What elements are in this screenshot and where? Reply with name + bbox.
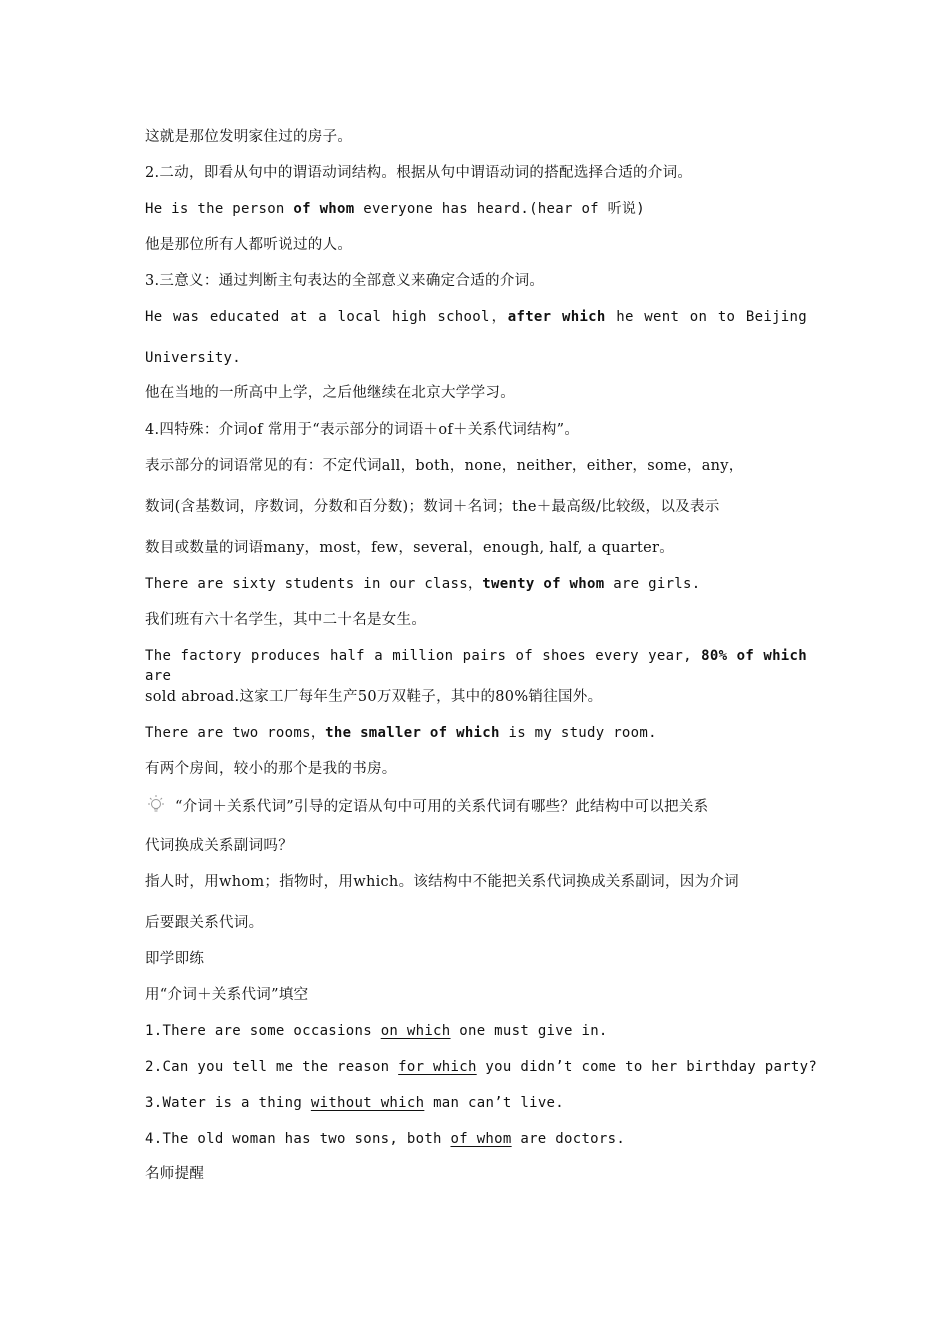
example-sentence: He was educated at a local high school，after which he went on to Beijing xyxy=(145,309,807,325)
example-sentence-continued: sold abroad.这家工厂每年生产50万双鞋子，其中的80%销往国外。 xyxy=(145,689,603,705)
example-sentence: He is the person of whom everyone has heard.(hear of 听说) xyxy=(145,201,645,217)
explanation-line: 表示部分的词语常见的有：不定代词all，both，none，neither，either，some，any， xyxy=(145,458,744,474)
rule-four-heading: 4.四特殊：介词of 常用于“表示部分的词语＋of＋关系代词结构”。 xyxy=(145,422,580,438)
question-line: “介词＋关系代词”引导的定语从句中可用的关系代词有哪些？此结构中可以把关系 xyxy=(175,799,709,815)
exercise-item: 1.There are some occasions on which one must give in. xyxy=(145,1023,608,1039)
practice-instruction: 用“介词＋关系代词”填空 xyxy=(145,987,309,1003)
answer-blank: on which xyxy=(380,1023,451,1039)
explanation-line: 数词(含基数词，序数词，分数和百分数)；数词＋名词；the＋最高级/比较级，以及表示 xyxy=(145,499,720,515)
example-sentence: There are two rooms，the smaller of which is my study room. xyxy=(145,725,657,741)
exercise-item: 2.Can you tell me the reason for which you didn’t come to her birthday party? xyxy=(145,1059,818,1075)
highlight-phrase: after which xyxy=(507,309,606,325)
exercise-item: 3.Water is a thing without which man can’t live. xyxy=(145,1095,565,1111)
translation-line: 他是那位所有人都听说过的人。 xyxy=(145,237,353,253)
question-line: 代词换成关系副词吗？ xyxy=(145,838,293,854)
highlight-phrase: of whom xyxy=(293,201,355,217)
rule-three-heading: 3.三意义：通过判断主句表达的全部意义来确定合适的介词。 xyxy=(145,273,545,289)
translation-line: 这就是那位发明家住过的房子。 xyxy=(145,129,353,145)
answer-blank: without which xyxy=(310,1095,425,1111)
lightbulb-icon xyxy=(145,794,167,816)
explanation-line: 数目或数量的词语many，most，few，several，enough, half, a quarter。 xyxy=(145,540,675,556)
translation-line: 有两个房间，较小的那个是我的书房。 xyxy=(145,761,397,777)
answer-line: 指人时，用whom；指物时，用which。该结构中不能把关系代词换成关系副词，因为介词 xyxy=(145,874,739,890)
answer-blank: for which xyxy=(398,1059,477,1075)
answer-blank: of whom xyxy=(450,1131,512,1147)
rule-two-heading: 2.二动，即看从句中的谓语动词结构。根据从句中谓语动词的搭配选择合适的介词。 xyxy=(145,165,693,181)
example-sentence: The factory produces half a million pairs of shoes every year, 80% of which are xyxy=(145,648,807,684)
example-sentence-continued: University. xyxy=(145,350,242,366)
tips-heading: 名师提醒 xyxy=(145,1166,205,1182)
answer-line: 后要跟关系代词。 xyxy=(145,915,264,931)
example-sentence: There are sixty students in our class，twenty of whom are girls. xyxy=(145,576,701,592)
highlight-phrase: 80% of which xyxy=(701,648,807,664)
highlight-phrase: twenty of whom xyxy=(482,576,605,592)
highlight-phrase: the smaller of which xyxy=(325,725,500,741)
practice-heading: 即学即练 xyxy=(145,951,205,967)
translation-line: 他在当地的一所高中上学，之后他继续在北京大学学习。 xyxy=(145,385,515,401)
exercise-item: 4.The old woman has two sons, both of whom are doctors. xyxy=(145,1131,626,1147)
translation-line: 我们班有六十名学生，其中二十名是女生。 xyxy=(145,612,427,628)
